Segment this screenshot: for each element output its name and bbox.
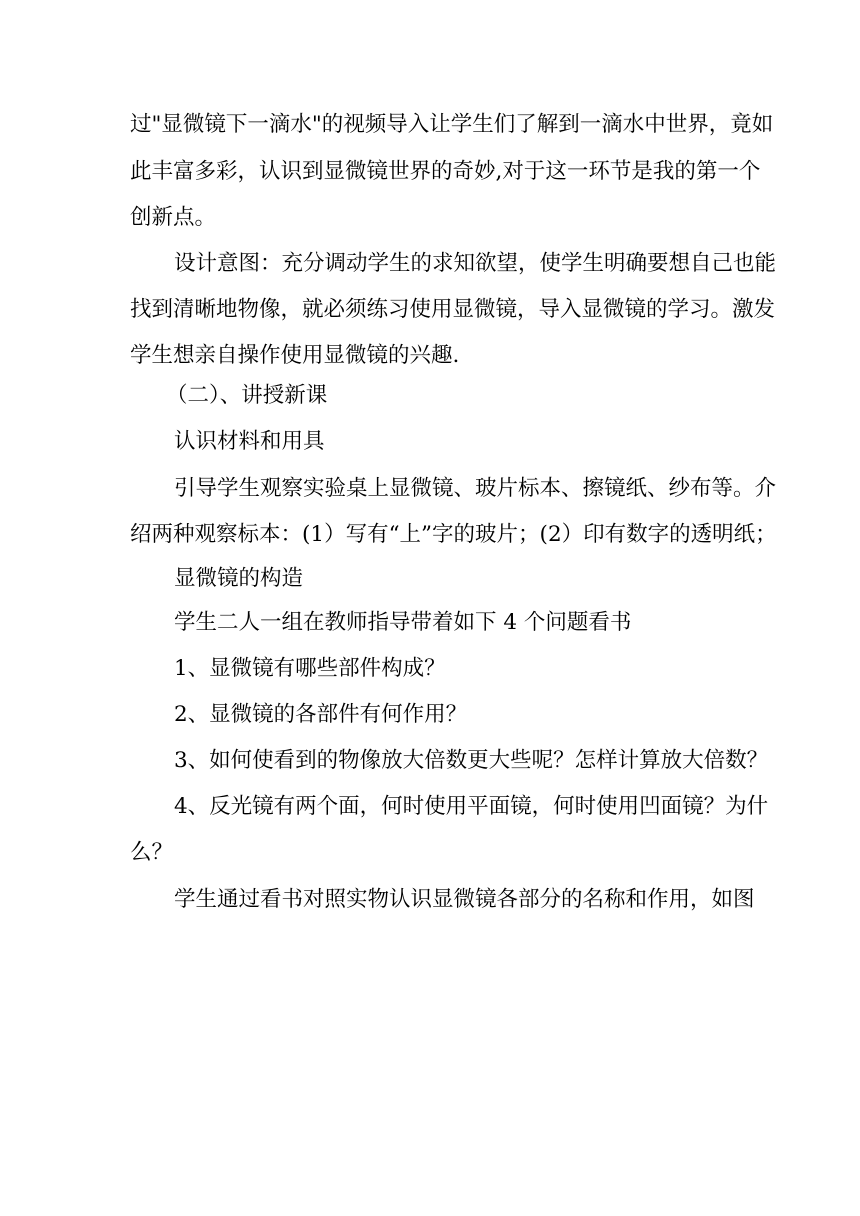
subheading-structure: 显微镜的构造 — [174, 566, 304, 591]
paragraph-line: 找到清晰地物像，就必须练习使用显微镜，导入显微镜的学习。激发 — [130, 297, 776, 322]
question-item-2: 2、显微镜的各部件有何作用？ — [174, 702, 468, 727]
section-heading: （二）、讲授新课 — [166, 383, 328, 408]
subheading-materials: 认识材料和用具 — [174, 429, 325, 454]
paragraph-line: 引导学生观察实验桌上显微镜、玻片标本、擦镜纸、纱布等。介 — [174, 476, 777, 501]
design-intent-line: 设计意图：充分调动学生的求知欲望，使学生明确要想自己也能 — [174, 251, 777, 276]
question-item-1: 1、显微镜有哪些部件构成？ — [174, 656, 446, 681]
paragraph-line: 绍两种观察标本：(1）写有“上”字的玻片；(2）印有数字的透明纸； — [130, 522, 777, 547]
paragraph-line: 创新点。 — [130, 205, 217, 230]
paragraph-line: 学生通过看书对照实物认识显微镜各部分的名称和作用，如图 — [174, 887, 755, 912]
question-item-4: 4、反光镜有两个面，何时使用平面镜，何时使用凹面镜？为什 — [174, 794, 769, 819]
question-item-3: 3、如何使看到的物像放大倍数更大些呢？怎样计算放大倍数？ — [174, 748, 769, 773]
question-item-4-continued: 么？ — [130, 840, 174, 865]
paragraph-line: 此丰富多彩，认识到显微镜世界的奇妙,对于这一环节是我的第一个 — [130, 159, 761, 184]
paragraph-line: 学生二人一组在教师指导带着如下 4 个问题看书 — [174, 610, 632, 635]
paragraph-line: 过"显微镜下一滴水"的视频导入让学生们了解到一滴水中世界，竟如 — [130, 112, 774, 137]
paragraph-line: 学生想亲自操作使用显微镜的兴趣. — [130, 343, 460, 368]
